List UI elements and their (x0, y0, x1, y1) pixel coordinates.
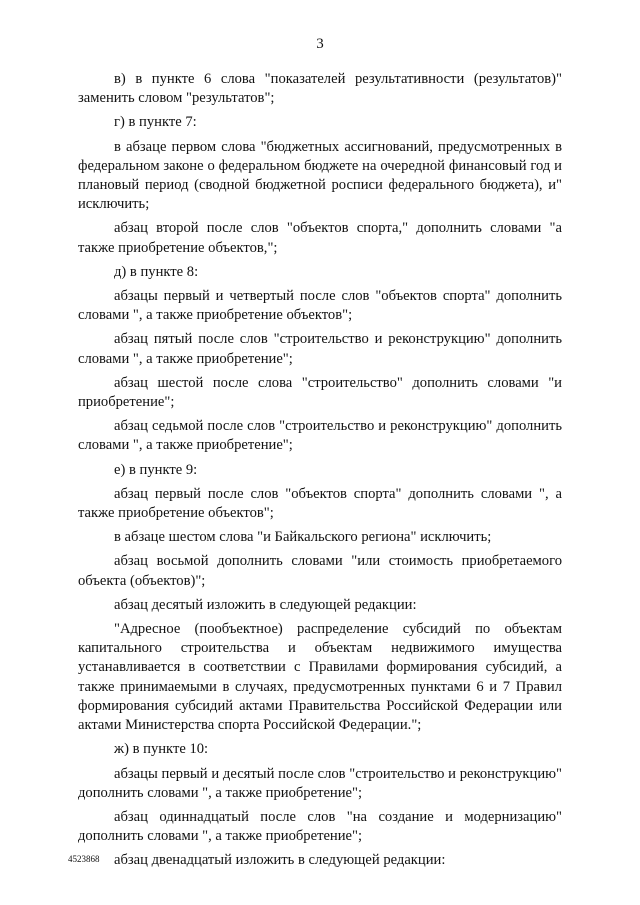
paragraph: абзац двенадцатый изложить в следующей редакции: (114, 852, 446, 869)
paragraph: абзац пятый после слов "строительство и реконструкцию" дополнить словами ", а также приобретение"; (78, 331, 562, 367)
paragraph: абзац десятый изложить в следующей редакции: (114, 596, 417, 613)
paragraph: в абзаце шестом слова "и Байкальского региона" исключить; (114, 529, 492, 546)
paragraph: абзац седьмой после слов "строительство и реконструкцию" дополнить словами ", а также приобретение"; (78, 418, 562, 454)
paragraph: д) в пункте 8: (114, 263, 199, 280)
paragraph: абзацы первый и десятый после слов "строительство и реконструкцию" дополнить словами ", а также приобретение"; (78, 765, 562, 801)
paragraph: "Адресное (пообъектное) распределение субсидий по объектам капитального строительства и объектам недвижимого имущества устанавливается в соответствии с Правилами формирования субсидий, а также принимаемыми в случаях, предусмотренных пунктами 6 и 7 Правил формирования субсидий актами Правительства Российской Федерации или актами Министерства спорта Российской Федерации."; (78, 621, 562, 734)
paragraph: абзац одиннадцатый после слов "на создание и модернизацию" дополнить словами ", а также приобретение"; (78, 808, 562, 845)
paragraph: е) в пункте 9: (114, 461, 198, 478)
paragraph: ж) в пункте 10: (114, 741, 209, 758)
paragraph: в абзаце первом слова "бюджетных ассигнований, предусмотренных в федеральном законе о федеральном бюджете на очередной финансовый год и плановый период (сводной бюджетной росписи федерального бюджета), и" исключить; (78, 138, 562, 213)
document-body (78, 70, 562, 876)
paragraph: абзац первый после слов "объектов спорта" дополнить словами ", а также приобретение объектов"; (78, 485, 562, 522)
paragraph: г) в пункте 7: (114, 114, 197, 131)
page-number: 3 (316, 36, 324, 52)
paragraph: в) в пункте 6 слова "показателей результативности (результатов)" заменить словом "результатов"; (78, 71, 562, 107)
paragraph: абзац восьмой дополнить словами "или стоимость приобретаемого объекта (объектов)"; (78, 553, 562, 589)
paragraph: абзацы первый и четвертый после слов "объектов спорта" дополнить словами ", а также приобретение объектов"; (78, 288, 562, 324)
document-code: 4523868 (68, 854, 100, 864)
paragraph: абзац шестой после слова "строительство" дополнить словами "и приобретение"; (78, 374, 562, 411)
paragraph: абзац второй после слов "объектов спорта," дополнить словами "а также приобретение объектов,"; (78, 220, 562, 256)
